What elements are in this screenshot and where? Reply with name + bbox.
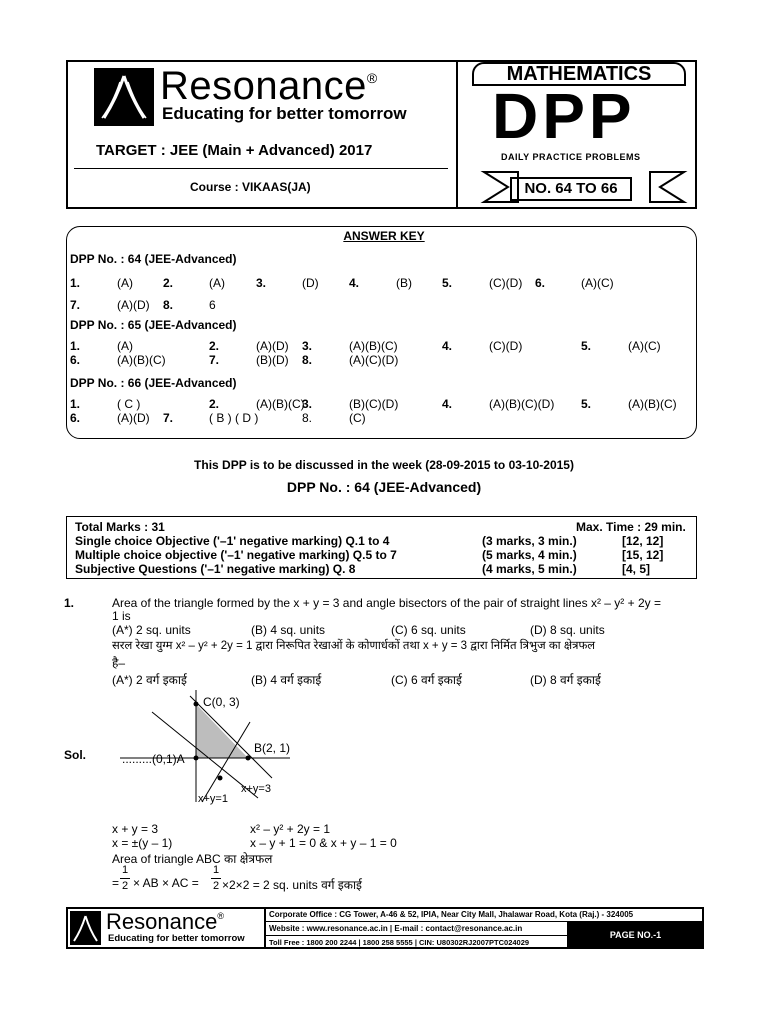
question-number: 1.	[64, 596, 75, 610]
calc-prefix: =	[112, 876, 120, 890]
point-a-label: .........(0,1)A	[122, 752, 185, 766]
frac-numerator: 1	[121, 864, 129, 876]
area-line: Area of triangle ABC का क्षेत्रफल	[112, 852, 273, 866]
frac-bar	[211, 878, 221, 879]
hindi-option-d: (D) 8 वर्ग इकाई	[530, 673, 601, 687]
frac-denominator: 2	[121, 880, 129, 892]
course-name: Course : VIKAAS(JA)	[190, 180, 311, 194]
solution-eq: x + y = 3	[112, 822, 159, 836]
header-divider	[456, 60, 458, 209]
section-title: DPP No. : 64 (JEE-Advanced)	[70, 252, 237, 266]
dpp-number-title: DPP No. : 64 (JEE-Advanced)	[286, 479, 482, 495]
brand-name: Resonance®	[160, 64, 378, 108]
resonance-logo-icon	[94, 68, 154, 126]
page-number: PAGE NO.-1	[567, 922, 704, 949]
solution-label: Sol.	[64, 748, 87, 762]
line-label-2: x+y=3	[241, 783, 271, 795]
calc-mid: × AB × AC =	[133, 876, 199, 890]
hindi-option-b: (B) 4 वर्ग इकाई	[251, 673, 322, 687]
dpp-range: NO. 64 TO 66	[510, 177, 632, 201]
solution-eq: x – y + 1 = 0 & x + y – 1 = 0	[250, 836, 397, 850]
subject-label: MATHEMATICS	[472, 62, 686, 86]
answer-key-title: ANSWER KEY	[343, 229, 425, 243]
option-a: (A*) 2 sq. units	[112, 623, 191, 637]
option-b: (B) 4 sq. units	[251, 623, 326, 637]
dpp-title: DPP	[492, 80, 636, 152]
question-text: Area of the triangle formed by the x + y = 3 and angle bisectors of the pair of straight lines x² – y² + 2y =	[112, 596, 661, 610]
line-label-1: x+y=1	[198, 793, 228, 805]
footer-website: Website : www.resonance.ac.in | E-mail : contact@resonance.ac.in	[269, 924, 523, 933]
footer-divider	[264, 907, 266, 949]
section-title: DPP No. : 66 (JEE-Advanced)	[70, 376, 237, 390]
footer-logo-icon	[70, 911, 101, 945]
question-text-cont: 1 is	[112, 609, 131, 623]
footer-rule	[264, 935, 567, 936]
hindi-option-c: (C) 6 वर्ग इकाई	[391, 673, 462, 687]
hindi-option-a: (A*) 2 वर्ग इकाई	[112, 673, 187, 687]
footer-tollfree: Toll Free : 1800 200 2244 | 1800 258 5555 | CIN: U80302RJ2007PTC024029	[269, 938, 530, 947]
dpp-subtitle: DAILY PRACTICE PROBLEMS	[501, 152, 641, 162]
option-c: (C) 6 sq. units	[391, 623, 466, 637]
solution-eq: x = ±(y – 1)	[112, 836, 173, 850]
option-d: (D) 8 sq. units	[530, 623, 605, 637]
point-b-label: B(2, 1)	[254, 741, 291, 755]
question-hindi: सरल रेखा युग्म x² – y² + 2y = 1 द्वारा निरूपित रेखाओं के कोणार्धकों तथा x + y = 3 द्वारा निर्मित त्रिभुज का क्षेत्रफल	[112, 640, 596, 652]
week-note: This DPP is to be discussed in the week (28-09-2015 to 03-10-2015)	[194, 458, 574, 472]
marks-table: Total Marks : 31 Max. Time : 29 min. Single choice Objective ('–1' negative marking) Q.1 to 4 (3 marks, 3 min.) [12, 12] Multiple choice objective ('–1' negative marking) Q.5 to 7 (5 marks, 4 min.) [15, 12] Subjective Questions ('–1' negative marking) Q. 8 (4 marks, 5 min.) [4, 5]	[66, 516, 697, 579]
section-title: DPP No. : 65 (JEE-Advanced)	[70, 318, 237, 332]
point-c-label: C(0, 3)	[203, 695, 240, 709]
calc-tail: ×2×2 = 2 sq. units वर्ग इकाई	[222, 878, 362, 892]
question-hindi-cont: है–	[112, 656, 126, 670]
brand-tagline: Educating for better tomorrow	[162, 104, 407, 123]
frac-denominator: 2	[212, 880, 220, 892]
footer-brand: Resonance®	[106, 909, 224, 934]
solution-eq: x² – y² + 2y = 1	[250, 822, 331, 836]
footer-tagline: Educating for better tomorrow	[108, 933, 245, 944]
target-exam: TARGET : JEE (Main + Advanced) 2017	[96, 142, 373, 159]
header-rule	[74, 168, 448, 169]
frac-bar	[120, 878, 130, 879]
footer-office: Corporate Office : CG Tower, A-46 & 52, IPIA, Near City Mall, Jhalawar Road, Kota (Raj.) - 324005	[269, 910, 634, 919]
frac-numerator: 1	[212, 864, 220, 876]
